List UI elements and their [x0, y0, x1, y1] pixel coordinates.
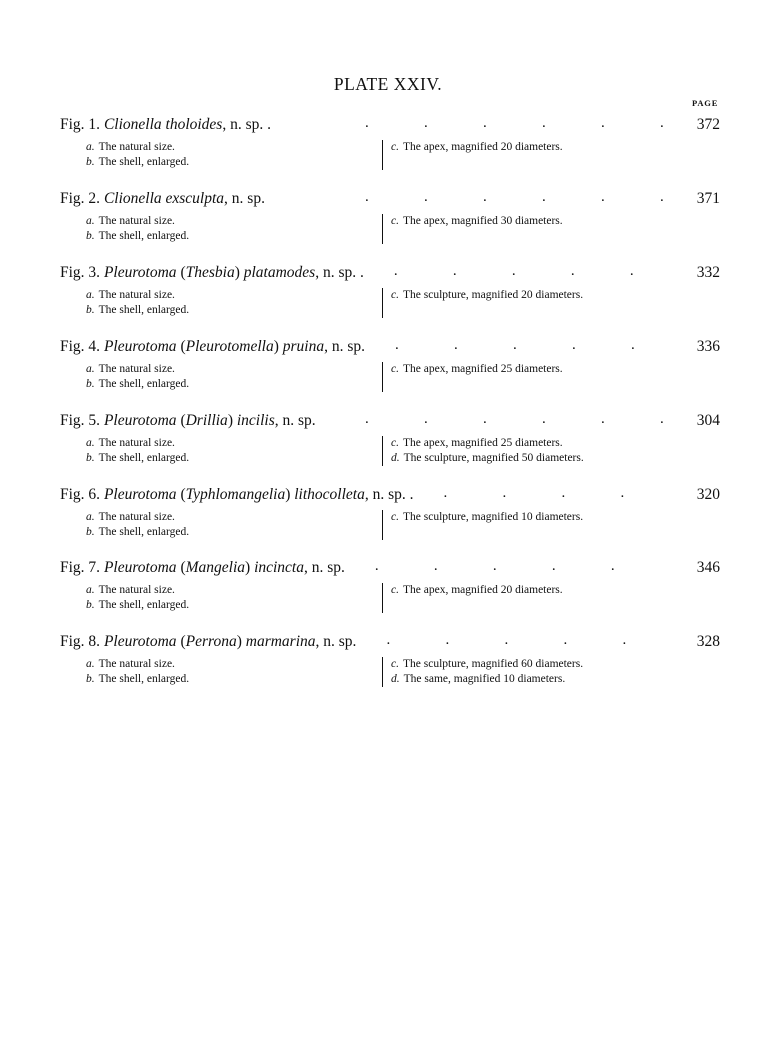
subitem [86, 510, 376, 525]
figure-heading [60, 633, 720, 655]
subitem-letter: b. [86, 452, 95, 464]
figure-heading [60, 116, 720, 138]
leader-dot: . [452, 263, 457, 279]
subitem-text: The apex, magnified 25 diameters. [402, 437, 563, 449]
plate-title: PLATE XXIV. [333, 74, 443, 94]
species-name-text: ( [176, 338, 186, 355]
species-name-italic: Pleurotoma [103, 338, 177, 355]
leader-dot: . [622, 632, 627, 648]
leader-dot: . [631, 337, 635, 353]
leader-dot: . [424, 411, 428, 427]
subitem [86, 583, 376, 598]
subitem-letter: a. [86, 289, 95, 301]
subitem [391, 288, 731, 303]
figure-heading [60, 412, 720, 434]
subitems-left [86, 214, 376, 244]
species-name-italic: incincta [254, 559, 304, 576]
figure-caption [60, 412, 316, 430]
subitem-text: The apex, magnified 20 diameters. [402, 141, 563, 153]
species-name-italic: Clionella tholoides [103, 116, 223, 133]
subitem-text: The apex, magnified 25 diameters. [402, 363, 563, 375]
leader-dot: . [660, 411, 664, 427]
leader-dot: . [393, 263, 398, 279]
figure-entry [0, 412, 776, 482]
subitem [86, 436, 376, 451]
subitem-letter: b. [86, 673, 95, 685]
leader-dot: . [629, 263, 634, 279]
species-name-italic: incilis [236, 412, 275, 429]
species-name-italic: Mangelia [185, 559, 246, 576]
figure-number: Fig. 2. [60, 190, 104, 207]
figure-heading [60, 338, 720, 360]
subitem-letter: d. [391, 673, 400, 685]
subitem-letter: a. [86, 215, 95, 227]
subitems-left [86, 288, 376, 318]
leader-dot: . [424, 189, 428, 205]
subitem-letter: c. [391, 658, 399, 670]
page-number: 336 [696, 338, 720, 355]
leader-dot: . [542, 411, 546, 427]
subitem-letter: c. [391, 215, 399, 227]
subitems-right [382, 362, 731, 392]
subitems-left [86, 510, 376, 540]
leader-dot: . [424, 115, 428, 131]
species-name-text: ) [245, 559, 255, 576]
figure-caption [60, 338, 365, 356]
subitem-text: The natural size. [98, 215, 175, 227]
subitem [86, 525, 376, 540]
figure-caption [60, 116, 271, 134]
subitem-letter: d. [391, 452, 400, 464]
subitem-text: The natural size. [98, 511, 175, 523]
species-name-text: , n. sp. . [364, 486, 414, 503]
subitem-text: The shell, enlarged. [98, 230, 190, 242]
leader-dot: . [542, 115, 546, 131]
subitem-text: The natural size. [98, 658, 175, 670]
species-name-text: ) [227, 412, 237, 429]
subitems-left [86, 657, 376, 687]
species-name-text: ( [176, 412, 186, 429]
subitem-letter: a. [86, 363, 95, 375]
figure-heading [60, 190, 720, 212]
species-name-text: , n. sp. [274, 412, 316, 429]
subitem-text: The shell, enlarged. [98, 304, 190, 316]
subitem-text: The apex, magnified 30 diameters. [402, 215, 563, 227]
subitem [86, 155, 376, 170]
species-name-text: ) [234, 264, 244, 281]
leader-dot: . [601, 115, 605, 131]
leader-dot: . [433, 558, 438, 574]
leader-dot: . [601, 189, 605, 205]
subitem-letter: b. [86, 230, 95, 242]
leader-dot: . [660, 189, 664, 205]
species-name-italic: marmarina [245, 633, 316, 650]
subitem [391, 672, 731, 687]
leader-dot: . [483, 411, 487, 427]
leader-dot: . [365, 115, 369, 131]
leader-dot: . [395, 337, 399, 353]
leader-dot: . [572, 337, 576, 353]
figure-number: Fig. 7. [60, 559, 104, 576]
subitems-left [86, 140, 376, 170]
figure-number: Fig. 3. [60, 264, 104, 281]
figure-caption [60, 633, 356, 651]
species-name-text: ( [176, 559, 186, 576]
subitem-letter: c. [391, 289, 399, 301]
figure-heading [60, 264, 720, 286]
subitem [86, 598, 376, 613]
subitems-right [382, 510, 731, 540]
subitems-right [382, 657, 731, 687]
subitems-right [382, 140, 731, 170]
subitem [391, 583, 731, 598]
subitem-text: The sculpture, magnified 20 diameters. [402, 289, 584, 301]
subitem-letter: c. [391, 437, 399, 449]
leader-dot: . [504, 632, 509, 648]
species-name-text: , n. sp. [315, 633, 357, 650]
subitem [391, 451, 731, 466]
subitem-letter: c. [391, 584, 399, 596]
species-name-italic: Pleurotoma [103, 559, 177, 576]
subitem-text: The natural size. [98, 289, 175, 301]
subitem [86, 288, 376, 303]
leader-dot: . [443, 485, 448, 501]
subitems-right [382, 436, 731, 466]
species-name-text: , n. sp. . [222, 116, 272, 133]
species-name-italic: Pleurotoma [103, 264, 177, 281]
figure-number: Fig. 5. [60, 412, 104, 429]
leader-dot: . [511, 263, 516, 279]
subitem-text: The shell, enlarged. [98, 673, 190, 685]
figure-entry [0, 116, 776, 186]
leader-dot: . [483, 115, 487, 131]
subitem-text: The same, magnified 10 diameters. [403, 673, 566, 685]
subitem [391, 510, 731, 525]
species-name-italic: Pleurotomella [185, 338, 274, 355]
page-number: 332 [696, 264, 720, 281]
subitem [86, 377, 376, 392]
figure-entry [0, 633, 776, 703]
page-number: 304 [696, 412, 720, 429]
subitem-letter: c. [391, 511, 399, 523]
subitem [391, 140, 731, 155]
species-name-text: ( [176, 264, 186, 281]
subitem-text: The natural size. [98, 141, 175, 153]
leader-dot: . [542, 189, 546, 205]
leader-dot: . [374, 558, 379, 574]
species-name-italic: Clionella exsculpta [103, 190, 225, 207]
figure-entry [0, 338, 776, 408]
figure-caption [60, 559, 345, 577]
subitem-text: The natural size. [98, 584, 175, 596]
species-name-italic: platamodes [243, 264, 316, 281]
subitem [86, 303, 376, 318]
subitem [86, 672, 376, 687]
leader-dot: . [551, 558, 556, 574]
subitem-letter: a. [86, 658, 95, 670]
species-name-italic: lithocolleta [294, 486, 365, 503]
subitem-text: The natural size. [98, 363, 175, 375]
leader-dot: . [513, 337, 517, 353]
subitem-text: The apex, magnified 20 diameters. [402, 584, 563, 596]
species-name-text: , n. sp. [324, 338, 366, 355]
subitem-letter: a. [86, 584, 95, 596]
subitem [391, 436, 731, 451]
figure-caption [60, 486, 414, 504]
figure-entry [0, 486, 776, 556]
subitems-left [86, 583, 376, 613]
leader-dot: . [561, 485, 566, 501]
page-number: 328 [696, 633, 720, 650]
subitems-left [86, 436, 376, 466]
subitem [391, 214, 731, 229]
leader-dot: . [365, 189, 369, 205]
subitem-text: The shell, enlarged. [98, 452, 190, 464]
species-name-italic: Pleurotoma [103, 412, 177, 429]
subitem-text: The natural size. [98, 437, 175, 449]
figure-entry [0, 264, 776, 334]
species-name-italic: Pleurotoma [103, 486, 177, 503]
leader-dot: . [386, 632, 391, 648]
subitem-letter: a. [86, 511, 95, 523]
leader-dot: . [660, 115, 664, 131]
species-name-text: , n. sp. [304, 559, 345, 576]
figure-caption [60, 264, 364, 282]
page-number: 346 [696, 559, 720, 576]
page-number: 371 [696, 190, 720, 207]
species-name-text: , n. sp. [224, 190, 265, 207]
subitem [86, 140, 376, 155]
species-name-text: , n. sp. . [315, 264, 364, 281]
subitems-right [382, 214, 731, 244]
subitems-right [382, 583, 731, 613]
figure-number: Fig. 8. [60, 633, 104, 650]
subitem-text: The sculpture, magnified 50 diameters. [403, 452, 584, 464]
subitem [86, 214, 376, 229]
subitem [86, 657, 376, 672]
figure-caption [60, 190, 265, 208]
species-name-italic: Thesbia [185, 264, 235, 281]
figure-entry [0, 559, 776, 629]
subitem [86, 362, 376, 377]
species-name-italic: Pleurotoma [103, 633, 177, 650]
subitem [86, 451, 376, 466]
subitem-letter: a. [86, 437, 95, 449]
subitem-text: The shell, enlarged. [98, 156, 190, 168]
subitem-letter: b. [86, 304, 95, 316]
subitem-text: The shell, enlarged. [98, 378, 190, 390]
species-name-text: ) [273, 338, 283, 355]
subitem-letter: b. [86, 599, 95, 611]
page-column-header: PAGE [692, 98, 719, 108]
subitem-letter: c. [391, 141, 399, 153]
subitem-text: The sculpture, magnified 10 diameters. [402, 511, 584, 523]
subitem [391, 657, 731, 672]
leader-dot: . [601, 411, 605, 427]
species-name-text: ) [236, 633, 246, 650]
leader-dot: . [570, 263, 575, 279]
leader-dot: . [454, 337, 458, 353]
page-number: 320 [696, 486, 720, 503]
leader-dot: . [492, 558, 497, 574]
subitem-text: The shell, enlarged. [98, 599, 190, 611]
subitem [86, 229, 376, 244]
figure-heading [60, 559, 720, 581]
subitem-letter: a. [86, 141, 95, 153]
species-name-italic: Typhlomangelia [185, 486, 286, 503]
figure-entry [0, 190, 776, 260]
subitem-letter: c. [391, 363, 399, 375]
species-name-text: ( [176, 486, 186, 503]
subitem-text: The sculpture, magnified 60 diameters. [402, 658, 584, 670]
species-name-italic: Perrona [185, 633, 237, 650]
subitem-letter: b. [86, 378, 95, 390]
species-name-italic: pruina [282, 338, 325, 355]
leader-dot: . [563, 632, 568, 648]
leader-dot: . [610, 558, 615, 574]
leader-dot: . [620, 485, 625, 501]
figure-heading [60, 486, 720, 508]
species-name-text: ( [176, 633, 186, 650]
figure-number: Fig. 1. [60, 116, 104, 133]
figure-number: Fig. 6. [60, 486, 104, 503]
figure-number: Fig. 4. [60, 338, 104, 355]
leader-dot: . [365, 411, 369, 427]
subitems-left [86, 362, 376, 392]
species-name-text: ) [285, 486, 295, 503]
subitem-text: The shell, enlarged. [98, 526, 190, 538]
subitem [391, 362, 731, 377]
species-name-italic: Drillia [185, 412, 228, 429]
leader-dot: . [502, 485, 507, 501]
subitem-letter: b. [86, 156, 95, 168]
leader-dot: . [445, 632, 450, 648]
subitems-right [382, 288, 731, 318]
leader-dot: . [483, 189, 487, 205]
subitem-letter: b. [86, 526, 95, 538]
page-number: 372 [696, 116, 720, 133]
